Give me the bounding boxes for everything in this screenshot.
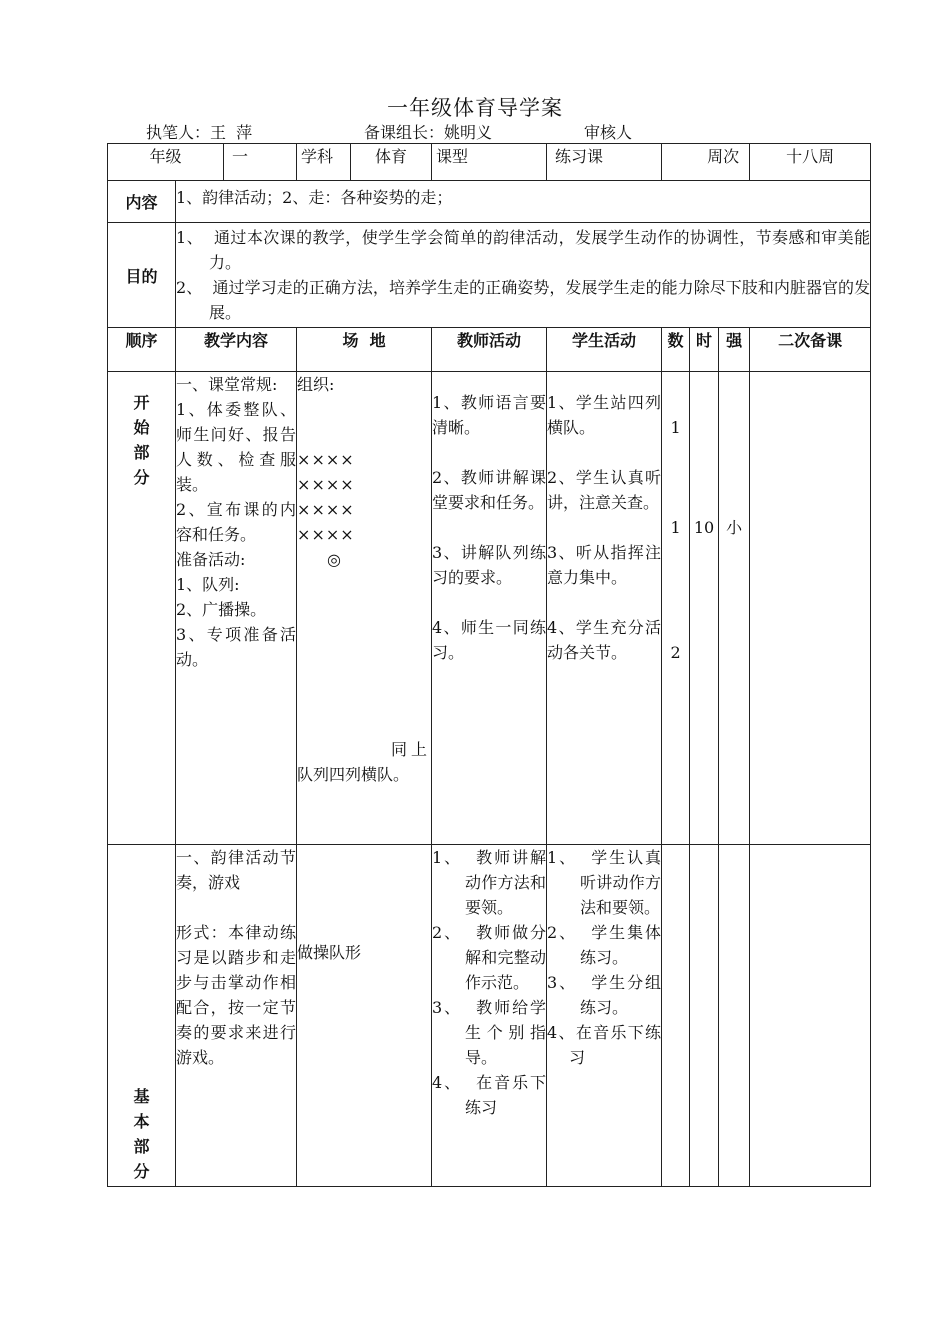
teacher-item: 3、 教师给学生个别指导。 [432,998,547,1067]
grade-label: 年级 [108,144,224,181]
content-line: 2、广播操。 [176,600,267,619]
teacher-item: 3、讲解队列练习的要求。 [432,543,547,587]
student-item: 4、在音乐下练习 [547,1023,662,1067]
content-line: 一、课堂常规: [176,375,278,394]
formation-row: ×××× [297,500,355,519]
student-item: 2、 学生集体练习。 [547,923,662,967]
formation-row: ×××× [297,475,355,494]
content-line: 形式：本律动练习是以踏步和走步与击掌动作相配合，按一定节奏的要求来进行游戏。 [176,923,297,1067]
goal-item: 2、 通过学习走的正确方法，培养学生走的正确姿势，发展学生走的能力除尽下肢和内脏器官的发展。 [176,278,871,322]
lesson-type-label: 课型 [432,144,547,181]
start-student [547,372,662,845]
time-value: 10 [693,518,715,537]
grade-value: 一 [224,144,297,181]
basic-intensity [719,845,750,1187]
column-header-row [108,328,871,372]
page-title: 一年级体育导学案 [387,96,563,120]
col-time: 时 [690,328,719,372]
formation-row: ×××× [297,450,355,469]
formation-row: ×××× [297,525,355,544]
basic-venue: 做操队形 [297,845,432,1187]
basic-second-prep [750,845,871,1187]
group-lead-label: 备课组长：姚明义 [364,123,493,142]
start-venue [297,372,432,845]
start-teacher [432,372,547,845]
basic-section-label: 基本部分 [133,1087,150,1181]
count-value: 2 [670,643,681,662]
reviewer-label: 审核人 [584,123,633,142]
goals-row [108,223,871,328]
writer-label: 执笔人：王 萍 [146,123,253,142]
student-item: 2、学生认真听讲，注意关查。 [547,468,662,512]
col-student: 学生活动 [547,328,662,372]
student-item: 3、 学生分组练习。 [547,973,662,1017]
basic-count [662,845,690,1187]
col-teacher: 教师活动 [432,328,547,372]
start-time [690,372,719,845]
basic-content [176,845,297,1187]
col-second-prep: 二次备课 [750,328,871,372]
teacher-item: 1、 教师讲解动作方法和要领。 [432,848,547,917]
content-label: 内容 [108,181,176,223]
goals-label: 目的 [108,223,176,328]
start-section-label-cell [108,372,176,845]
subject-value: 体育 [351,144,432,181]
start-intensity [719,372,750,845]
basic-teacher [432,845,547,1187]
week-label: 周次 [662,144,750,181]
lesson-type-value: 练习课 [547,144,662,181]
goal-item: 1、 通过本次课的教学，使学生学会简单的韵律活动，发展学生动作的协调性，节奏感和审美能力。 [176,228,871,272]
col-venue: 场 地 [297,328,432,372]
content-row [108,181,871,223]
student-item: 1、学生站四列横队。 [547,393,662,437]
col-order: 顺序 [108,328,176,372]
col-count: 数 [662,328,690,372]
venue-note: 同上 [391,740,432,759]
venue-org-title: 组织: [297,375,335,394]
teacher-item: 2、教师讲解课堂要求和任务。 [432,468,547,512]
start-content [176,372,297,845]
basic-section-row [108,845,871,1187]
start-section-label: 开始部分 [133,393,150,487]
teacher-position-icon: ◎ [327,550,341,569]
col-intensity: 强 [719,328,750,372]
teacher-item: 1、教师语言要清晰。 [432,393,547,437]
lesson-plan-table [107,143,871,1187]
basic-section-label-cell [108,845,176,1187]
content-line: 2、宣布课的内容和任务。 [176,500,297,544]
content-line: 3、专项准备活动。 [176,625,297,669]
start-section-row [108,372,871,845]
teacher-item: 4、师生一同练习。 [432,618,547,662]
basic-student [547,845,662,1187]
intensity-value: 小 [726,518,743,537]
student-item: 1、 学生认真听讲动作方法和要领。 [547,848,662,917]
start-count [662,372,690,845]
subject-label: 学科 [297,144,351,181]
basic-time [690,845,719,1187]
start-second-prep [750,372,871,845]
count-value: 1 [670,418,681,437]
content-line: 准备活动: [176,550,246,569]
student-item: 4、学生充分活动各关节。 [547,618,662,662]
content-text: 1、韵律活动；2、走：各种姿势的走； [176,181,871,223]
goals-text [176,223,871,328]
col-content: 教学内容 [176,328,297,372]
student-item: 3、听从指挥注意力集中。 [547,543,662,587]
content-line: 一、韵律活动节奏，游戏 [176,848,297,892]
teacher-item: 2、 教师做分解和完整动作示范。 [432,923,547,992]
venue-note: 队列四列横队。 [297,765,410,784]
content-line: 1、队列: [176,575,240,594]
count-value: 1 [670,518,681,537]
content-line: 1、体委整队、师生问好、报告人数、检查服装。 [176,400,297,494]
teacher-item: 4、 在音乐下练习 [432,1073,547,1117]
week-value: 十八周 [750,144,871,181]
info-row [108,144,871,181]
